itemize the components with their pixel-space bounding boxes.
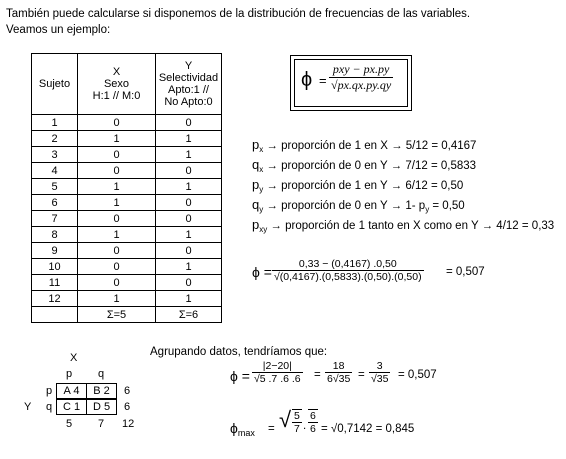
table-cell: 4 bbox=[32, 163, 78, 179]
calc-phi-label: ϕ = bbox=[252, 264, 272, 280]
proportion-symbol: q bbox=[252, 197, 260, 212]
contingency-cell-c: C 1 bbox=[56, 399, 87, 415]
table-row bbox=[32, 275, 222, 291]
phi-calc-f2-num: 18 bbox=[325, 360, 352, 373]
frequency-table bbox=[31, 53, 222, 323]
table-cell bbox=[32, 307, 78, 323]
table-cell: 1 bbox=[156, 179, 222, 195]
phi-calc-eq2: = bbox=[358, 369, 365, 381]
phi-max-symbol: ϕ bbox=[230, 420, 238, 436]
table-cell: 0 bbox=[156, 243, 222, 259]
table-cell: 0 bbox=[78, 163, 156, 179]
proportion-subscript: x bbox=[259, 165, 264, 174]
table-cell: 0 bbox=[156, 275, 222, 291]
intro-line-2: Veamos un ejemplo: bbox=[6, 24, 111, 36]
table-cell: 1 bbox=[156, 291, 222, 307]
phi-max-a-den: 7 bbox=[294, 423, 300, 435]
table-cell: 1 bbox=[32, 115, 78, 131]
proportion-tail-subscript: y bbox=[425, 205, 430, 214]
header-x-line: Sexo bbox=[103, 78, 130, 90]
contingency-cell-d: D 5 bbox=[86, 399, 117, 415]
table-cell: 1 bbox=[78, 291, 156, 307]
header-sujeto: Sujeto bbox=[32, 54, 78, 115]
table-row bbox=[32, 259, 222, 275]
table-sum-row bbox=[32, 307, 222, 323]
phi-equals: = bbox=[319, 73, 327, 88]
phi-max-eq: = bbox=[268, 423, 275, 435]
proportion-subscript: y bbox=[259, 205, 264, 214]
table-row bbox=[32, 131, 222, 147]
phi-calc-label: ϕ = bbox=[230, 368, 250, 384]
phi-max-a-num: 5 bbox=[294, 410, 300, 422]
phi-symbol: ϕ bbox=[301, 69, 313, 91]
table-cell: 1 bbox=[156, 227, 222, 243]
table-row bbox=[32, 195, 222, 211]
phi-max-sub: max bbox=[237, 428, 255, 438]
phi-calc-fraction-2 bbox=[325, 360, 352, 385]
phi-calc-f1-den: √5 .7 .6 .6 bbox=[254, 373, 301, 385]
table-cell: 1 bbox=[78, 131, 156, 147]
table-header-row bbox=[32, 54, 222, 115]
table-cell: 1 bbox=[156, 131, 222, 147]
table-cell: 9 bbox=[32, 243, 78, 259]
table-cell: 0 bbox=[156, 195, 222, 211]
table-cell: 0 bbox=[78, 243, 156, 259]
header-y-line: Y bbox=[184, 60, 193, 72]
phi-calc-fraction-1 bbox=[252, 360, 303, 385]
proportion-line bbox=[252, 137, 476, 154]
table-cell: 0 bbox=[78, 115, 156, 131]
contingency-grand-total: 12 bbox=[122, 418, 135, 430]
proportion-subscript: x bbox=[259, 145, 264, 154]
proportion-subscript: xy bbox=[259, 225, 268, 234]
table-cell: 1 bbox=[78, 179, 156, 195]
table-body bbox=[32, 115, 222, 323]
phi-max-b-den: 6 bbox=[310, 423, 316, 435]
phi-max-label bbox=[230, 420, 255, 438]
radical-sign: √ bbox=[279, 407, 292, 432]
contingency-col-head: q bbox=[98, 368, 105, 380]
phi-max-frac-a bbox=[292, 409, 302, 435]
calc-fraction bbox=[272, 258, 424, 283]
table-cell: 6 bbox=[32, 195, 78, 211]
table-row bbox=[32, 147, 222, 163]
table-cell: 3 bbox=[32, 147, 78, 163]
phi-max-dot: . bbox=[303, 420, 307, 432]
proportion-symbol: p bbox=[252, 177, 260, 192]
proportion-line bbox=[252, 197, 465, 214]
table-cell: 0 bbox=[156, 163, 222, 179]
phi-calc-result: = 0,507 bbox=[398, 369, 437, 381]
table-cell: 12 bbox=[32, 291, 78, 307]
header-y-line: No Apto:0 bbox=[164, 96, 213, 108]
table-row bbox=[32, 291, 222, 307]
table-row bbox=[32, 211, 222, 227]
table-cell: 1 bbox=[78, 227, 156, 243]
table-row bbox=[32, 179, 222, 195]
table-cell: 0 bbox=[78, 275, 156, 291]
phi-calc-fraction-3 bbox=[369, 360, 390, 385]
proportion-symbol: p bbox=[252, 137, 260, 152]
contingency-col-total: 5 bbox=[66, 418, 73, 430]
table-cell: Σ=6 bbox=[156, 307, 222, 323]
header-x bbox=[78, 54, 156, 115]
proportion-subscript: y bbox=[259, 185, 264, 194]
table-cell: 5 bbox=[32, 179, 78, 195]
table-cell: 1 bbox=[78, 195, 156, 211]
calc-numerator: 0,33 − (0,4167) .0,50 bbox=[272, 258, 424, 271]
table-cell: 1 bbox=[156, 147, 222, 163]
proportion-text: → proporción de 1 en Y → 6/12 = 0,50 bbox=[263, 180, 464, 192]
table-cell: 0 bbox=[78, 259, 156, 275]
phi-max-b-num: 6 bbox=[310, 410, 316, 422]
proportion-text: → proporción de 0 en Y → 7/12 = 0,5833 bbox=[263, 160, 477, 172]
contingency-cell-a: A 4 bbox=[56, 383, 87, 399]
table-cell: Σ=5 bbox=[78, 307, 156, 323]
proportion-symbol: p bbox=[252, 217, 260, 232]
table-cell: 0 bbox=[156, 211, 222, 227]
contingency-col-head: p bbox=[66, 368, 73, 380]
phi-fraction bbox=[329, 62, 393, 93]
header-y bbox=[156, 54, 222, 115]
phi-max-frac-b bbox=[308, 409, 318, 435]
table-row bbox=[32, 243, 222, 259]
table-cell: 8 bbox=[32, 227, 78, 243]
contingency-row-head: p bbox=[46, 385, 53, 397]
proportion-line bbox=[252, 217, 554, 234]
table-cell: 10 bbox=[32, 259, 78, 275]
table-cell: 1 bbox=[156, 259, 222, 275]
contingency-y-label: Y bbox=[24, 401, 32, 413]
contingency-x-label: X bbox=[70, 352, 78, 364]
proportion-tail: = 0,50 bbox=[429, 200, 465, 212]
table-row bbox=[32, 115, 222, 131]
phi-formula-box bbox=[290, 55, 412, 111]
header-y-line: Apto:1 // bbox=[168, 84, 209, 96]
intro-line-1: También puede calcularse si disponemos de la distribución de frecuencias de las variables. bbox=[6, 8, 471, 20]
phi-max-result: = √0,7142 = 0,845 bbox=[321, 423, 415, 435]
contingency-row-total: 6 bbox=[124, 401, 131, 413]
header-y-line: Selectividad bbox=[158, 72, 219, 84]
header-x-line: X bbox=[112, 66, 121, 78]
contingency-row-total: 6 bbox=[124, 385, 131, 397]
calc-result: = 0,507 bbox=[446, 266, 485, 278]
table-cell: 2 bbox=[32, 131, 78, 147]
proportion-text: → proporción de 1 en X → 5/12 = 0,4167 bbox=[263, 140, 477, 152]
contingency-cell-b: B 2 bbox=[86, 383, 117, 399]
grouping-title: Agrupando datos, tendríamos que: bbox=[150, 346, 328, 358]
proportion-line bbox=[252, 157, 476, 174]
contingency-row-head: q bbox=[46, 401, 53, 413]
table-cell: 11 bbox=[32, 275, 78, 291]
table-cell: 0 bbox=[78, 211, 156, 227]
phi-numerator: pxy − px.py bbox=[329, 62, 393, 78]
calc-denominator: √(0,4167).(0,5833).(0,50).(0,50) bbox=[274, 271, 422, 283]
table-row bbox=[32, 163, 222, 179]
phi-calc-f3-den: √35 bbox=[371, 373, 389, 385]
table-row bbox=[32, 227, 222, 243]
contingency-col-total: 7 bbox=[98, 418, 105, 430]
proportion-text: → proporción de 0 en Y → 1- p bbox=[263, 200, 426, 212]
phi-calc-eq1: = bbox=[314, 369, 321, 381]
phi-calc-f1-num: |2−20| bbox=[252, 360, 303, 373]
proportion-symbol: q bbox=[252, 157, 260, 172]
phi-calc-f2-den: 6√35 bbox=[327, 373, 351, 385]
header-x-line: H:1 // M:0 bbox=[92, 90, 141, 102]
table-cell: 7 bbox=[32, 211, 78, 227]
table-cell: 0 bbox=[78, 147, 156, 163]
phi-denominator: √px.qx.py.qy bbox=[331, 78, 392, 92]
proportion-line bbox=[252, 177, 463, 194]
phi-calc-f3-num: 3 bbox=[369, 360, 390, 373]
table-cell: 0 bbox=[156, 115, 222, 131]
proportion-text: → proporción de 1 tanto en X como en Y → 4/12 = 0,33 bbox=[267, 220, 555, 232]
